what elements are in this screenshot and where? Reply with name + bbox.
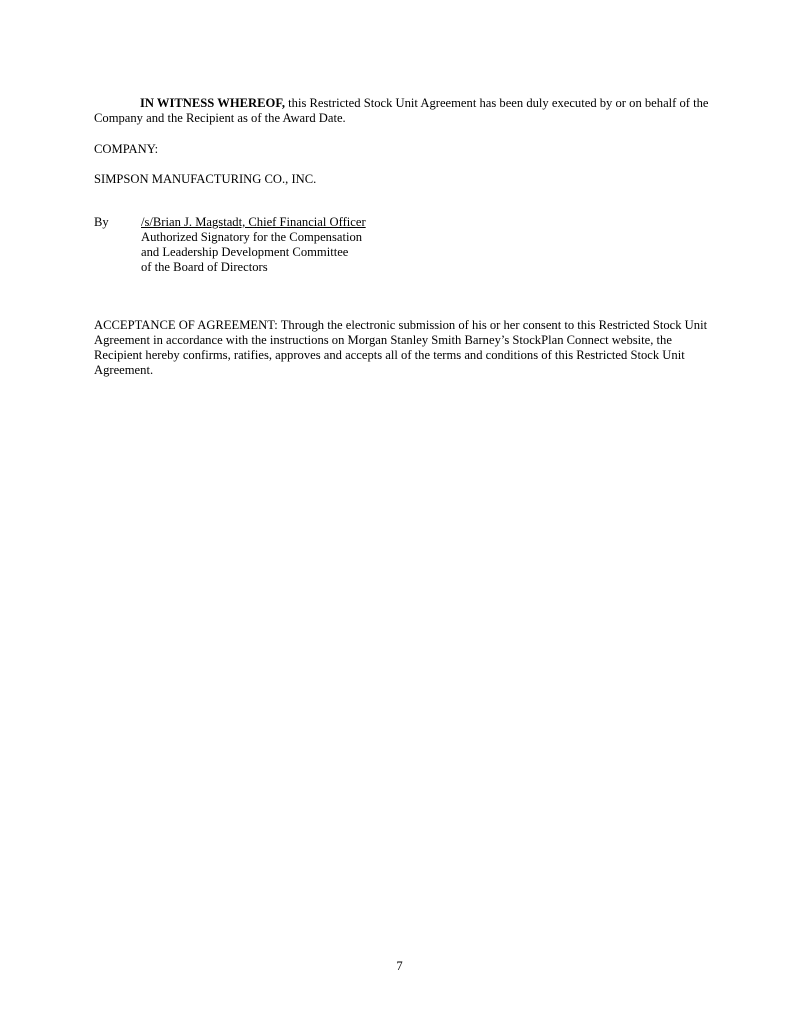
witness-text: this Restricted Stock Unit Agreement has been duly executed by or on behalf of the Company and the Recipient as of the Award Date.: [94, 96, 709, 125]
company-name: SIMPSON MANUFACTURING CO., INC.: [94, 172, 317, 186]
company-label: COMPANY:: [94, 142, 159, 156]
signature-title-line-3: of the Board of Directors: [141, 260, 268, 274]
signature-title-line-1: Authorized Signatory for the Compensation: [141, 230, 363, 244]
acceptance-paragraph: ACCEPTANCE OF AGREEMENT: Through the electronic submission of his or her consent to this Restricted Stock Unit Agreement in accordance with the instructions on Morgan Stanley Smith Barney’s StockPlan Connect website, the Recipient hereby confirms, ratifies, approves and accepts all of the terms and conditions of this Restricted Stock Unit Agreement.: [94, 318, 708, 377]
page-number: 7: [396, 959, 403, 973]
signature-by-label: By: [94, 215, 109, 229]
witness-paragraph: [94, 96, 714, 126]
signature-signer: /s/Brian J. Magstadt, Chief Financial Officer: [141, 215, 366, 229]
witness-bold-lead: IN WITNESS WHEREOF,: [140, 96, 285, 110]
signature-title-line-2: and Leadership Development Committee: [141, 245, 349, 259]
signature-lines: [141, 215, 541, 275]
